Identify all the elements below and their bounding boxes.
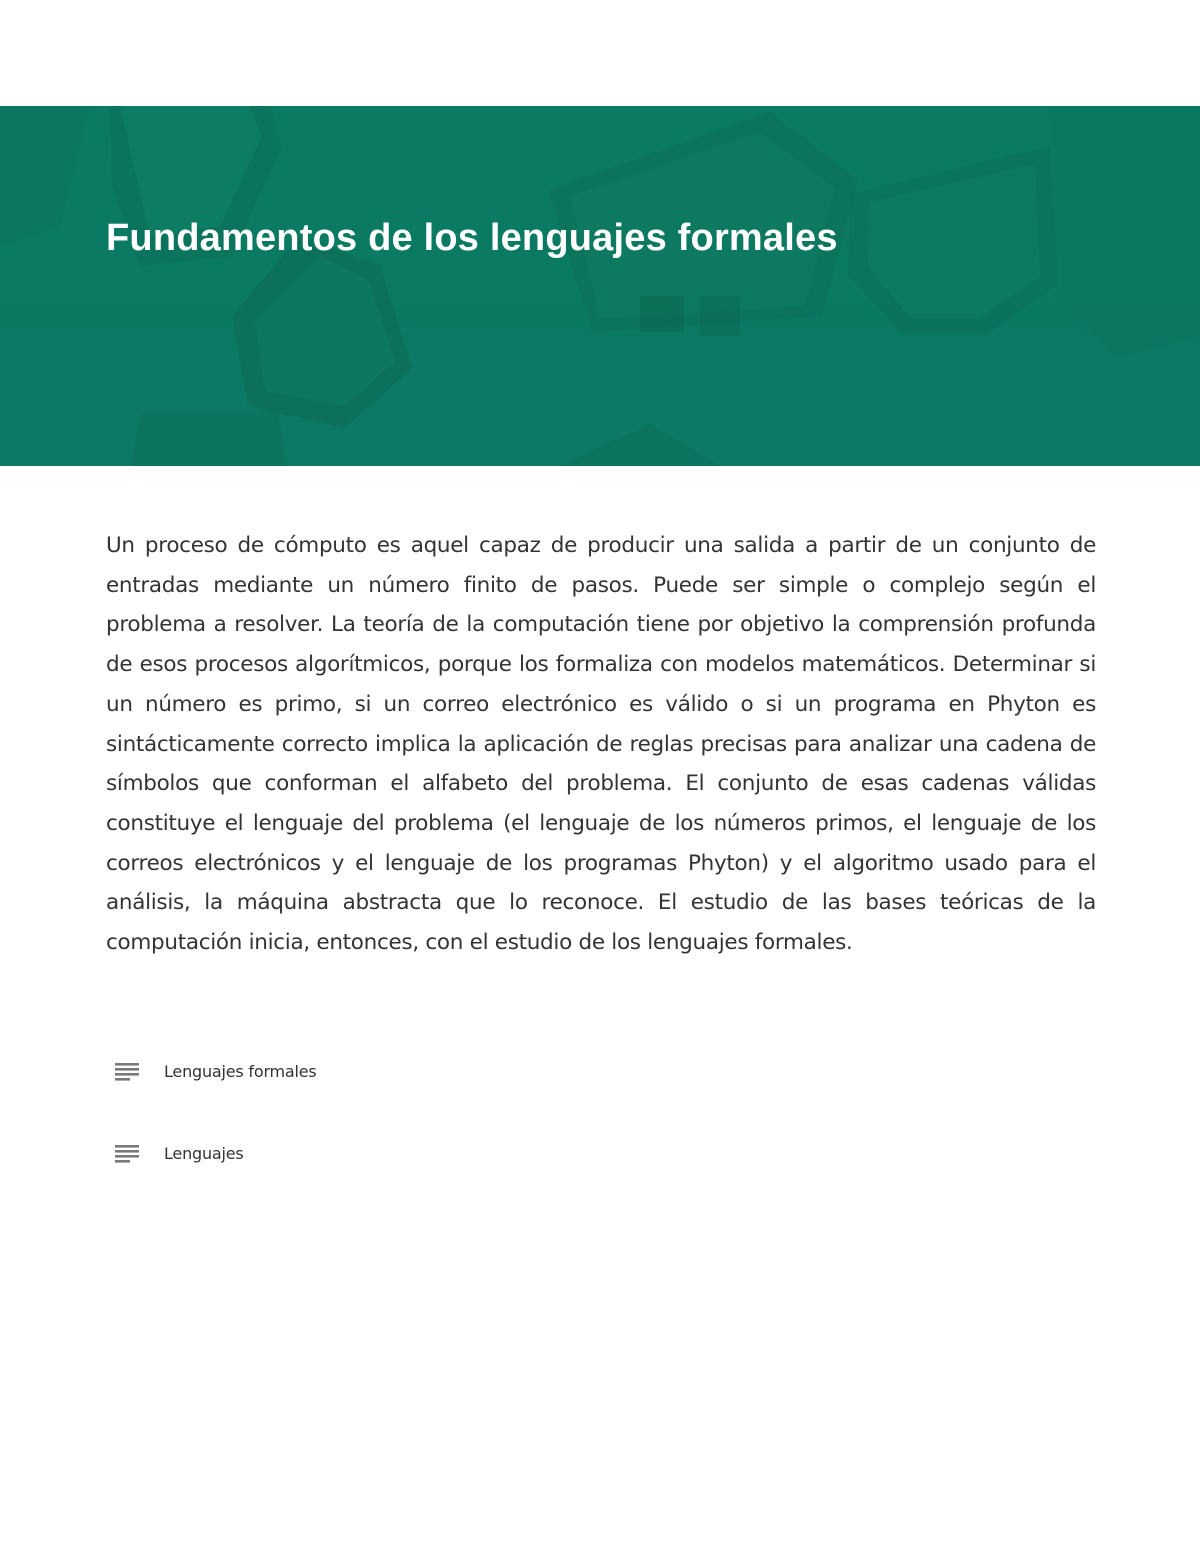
- text-lines-icon: [114, 1143, 140, 1163]
- intro-paragraph: Un proceso de cómputo es aquel capaz de producir una salida a partir de un conjunto de entradas mediante un número finito de pasos. Puede ser simple o complejo según el problema a resolver. La teoría de la computación tiene por objetivo la comprensión profunda de esos procesos algorítmicos, porque los formaliza con modelos matemáticos. Determinar si un número es primo, si un correo electrónico es válido o si un programa en Phyton es sintácticamente correcto implica la aplicación de reglas precisas para analizar una cadena de símbolos que conforman el alfabeto del problema. El conjunto de esas cadenas válidas constituye el lenguaje del problema (el lenguaje de los números primos, el lenguaje de los correos electrónicos y el lenguaje de los programas Phyton) y el algoritmo usado para el análisis, la máquina abstracta que lo reconoce. El estudio de las bases teóricas de la computación inicia, entonces, con el estudio de los lenguajes formales.: [106, 533, 1096, 956]
- topic-label: Lenguajes: [164, 1143, 244, 1163]
- hero-background-shapes: [0, 106, 1200, 466]
- topic-label: Lenguajes formales: [164, 1061, 317, 1081]
- page-title: Fundamentos de los lenguajes formales: [106, 217, 838, 259]
- topic-item-lenguajes[interactable]: [114, 1143, 244, 1163]
- hero-banner: [0, 106, 1200, 466]
- text-lines-icon: [114, 1061, 140, 1081]
- topic-item-lenguajes-formales[interactable]: [114, 1061, 317, 1081]
